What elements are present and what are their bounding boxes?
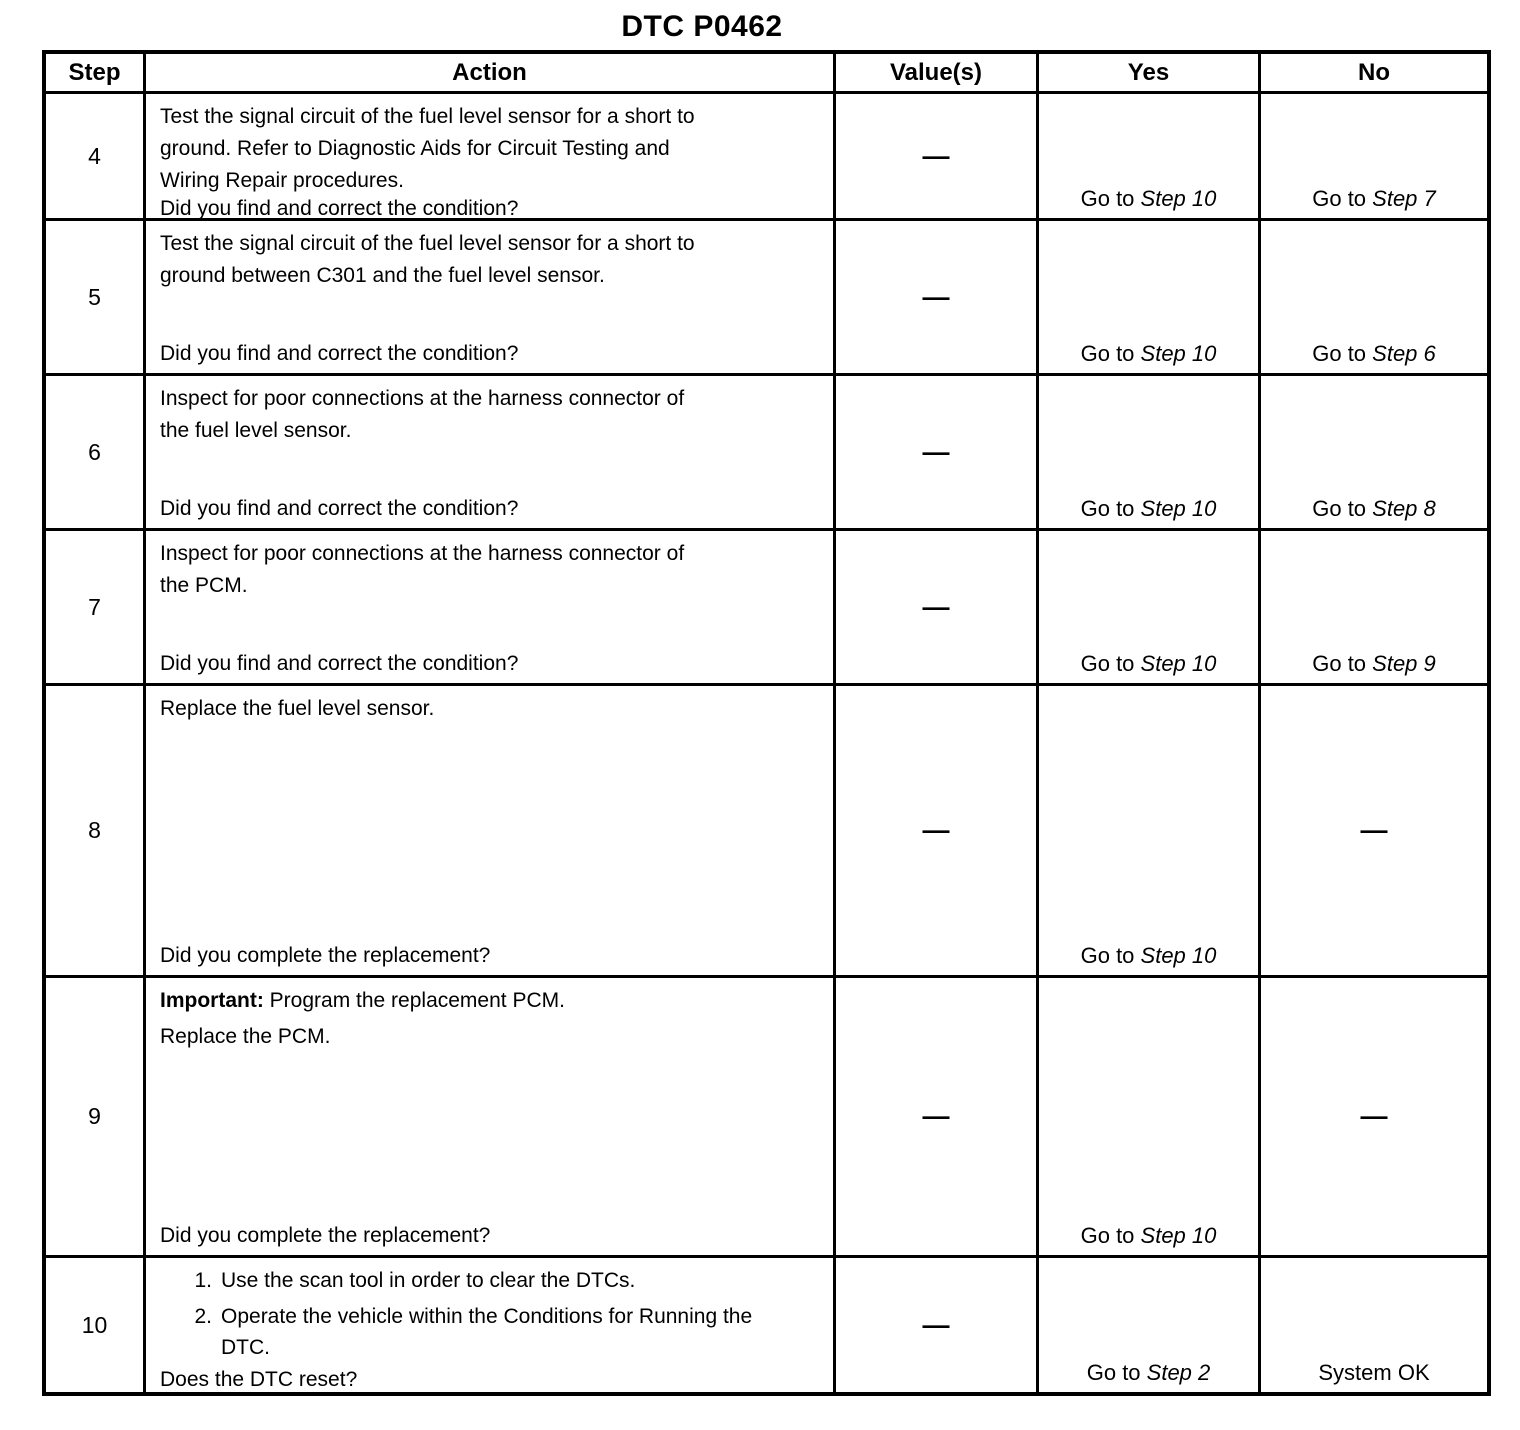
value-cell (836, 978, 1039, 1258)
value-dash: — (922, 591, 950, 622)
system-ok-label: System OK (1318, 1360, 1430, 1385)
action-cell (146, 686, 836, 978)
no-cell (1261, 978, 1487, 1258)
step-number: 5 (46, 221, 146, 376)
no-cell (1261, 376, 1487, 531)
step-number: 7 (46, 531, 146, 686)
action-question: Did you find and correct the condition? (160, 342, 519, 365)
action-cell (146, 376, 836, 531)
value-cell (836, 686, 1039, 978)
goto-step-link: Go to Step 2 (1086, 1360, 1211, 1385)
goto-step-link: Go to Step 6 (1312, 341, 1436, 366)
goto-step-link: Go to Step 10 (1080, 496, 1217, 521)
goto-step-link: Go to Step 10 (1080, 341, 1217, 366)
list-item: 2. Operate the vehicle within the Conditions for Running the DTC. (194, 1305, 753, 1359)
step-number: 9 (46, 978, 146, 1258)
action-text: Test the signal circuit of the fuel level sensor for a short to ground. Refer to Diagnostic Aids for Circuit Testing and Wiring Repair procedures. (160, 105, 695, 192)
value-cell (836, 221, 1039, 376)
action-cell (146, 221, 836, 376)
document-page (0, 10, 1520, 1430)
value-cell (836, 531, 1039, 686)
action-text: Test the signal circuit of the fuel level sensor for a short to ground between C301 and the fuel level sensor. (160, 232, 695, 287)
goto-step-link: Go to Step 7 (1312, 186, 1436, 211)
yes-cell (1039, 376, 1261, 531)
important-label: Important: (160, 989, 264, 1012)
action-question: Did you complete the replacement? (160, 1224, 491, 1247)
col-header-step: Step (46, 54, 146, 94)
action-text: Inspect for poor connections at the harness connector of the PCM. (160, 542, 685, 597)
action-question: Did you find and correct the condition? (160, 197, 519, 220)
col-header-action: Action (146, 54, 836, 94)
action-question: Did you find and correct the condition? (160, 652, 519, 675)
value-cell (836, 1258, 1039, 1392)
action-cell (146, 94, 836, 221)
no-cell (1261, 1258, 1487, 1392)
yes-cell (1039, 221, 1261, 376)
no-cell (1261, 221, 1487, 376)
action-question: Did you complete the replacement? (160, 944, 491, 967)
action-cell (146, 1258, 836, 1392)
no-cell (1261, 531, 1487, 686)
col-header-yes: Yes (1039, 54, 1261, 94)
list-item: 1. Use the scan tool in order to clear the DTCs. (194, 1269, 636, 1292)
value-dash: — (922, 436, 950, 467)
goto-step-link: Go to Step 9 (1312, 651, 1436, 676)
action-cell (146, 531, 836, 686)
goto-step-link: Go to Step 10 (1080, 651, 1217, 676)
no-cell (1261, 94, 1487, 221)
page-title: DTC P0462 (621, 10, 783, 43)
action-numbered-list (160, 1265, 825, 1368)
yes-cell (1039, 531, 1261, 686)
value-cell (836, 376, 1039, 531)
value-dash: — (922, 815, 950, 845)
yes-cell (1039, 94, 1261, 221)
yes-cell (1039, 978, 1261, 1258)
goto-step-link: Go to Step 10 (1080, 1223, 1217, 1248)
goto-step-link: Go to Step 10 (1080, 943, 1217, 968)
action-text: Important: Program the replacement PCM. Replace the PCM. (160, 989, 565, 1048)
action-question: Does the DTC reset? (160, 1368, 358, 1391)
yes-cell (1039, 1258, 1261, 1392)
action-question: Did you find and correct the condition? (160, 497, 519, 520)
yes-cell (1039, 686, 1261, 978)
goto-step-link: Go to Step 8 (1312, 496, 1436, 521)
no-dash: — (1360, 815, 1388, 845)
step-number: 4 (46, 94, 146, 221)
action-text: Inspect for poor connections at the harness connector of the fuel level sensor. (160, 387, 685, 442)
value-dash: — (922, 1309, 950, 1340)
action-text: Replace the fuel level sensor. (160, 697, 435, 720)
no-cell (1261, 686, 1487, 978)
dtc-diagnostic-table (42, 50, 1491, 1396)
value-dash: — (922, 1101, 950, 1131)
step-number: 10 (46, 1258, 146, 1392)
step-number: 6 (46, 376, 146, 531)
value-dash: — (922, 281, 950, 312)
action-cell (146, 978, 836, 1258)
col-header-no: No (1261, 54, 1487, 94)
col-header-values: Value(s) (836, 54, 1039, 94)
value-cell (836, 94, 1039, 221)
goto-step-link: Go to Step 10 (1080, 186, 1217, 211)
no-dash: — (1360, 1101, 1388, 1131)
step-number: 8 (46, 686, 146, 978)
value-dash: — (922, 140, 950, 171)
